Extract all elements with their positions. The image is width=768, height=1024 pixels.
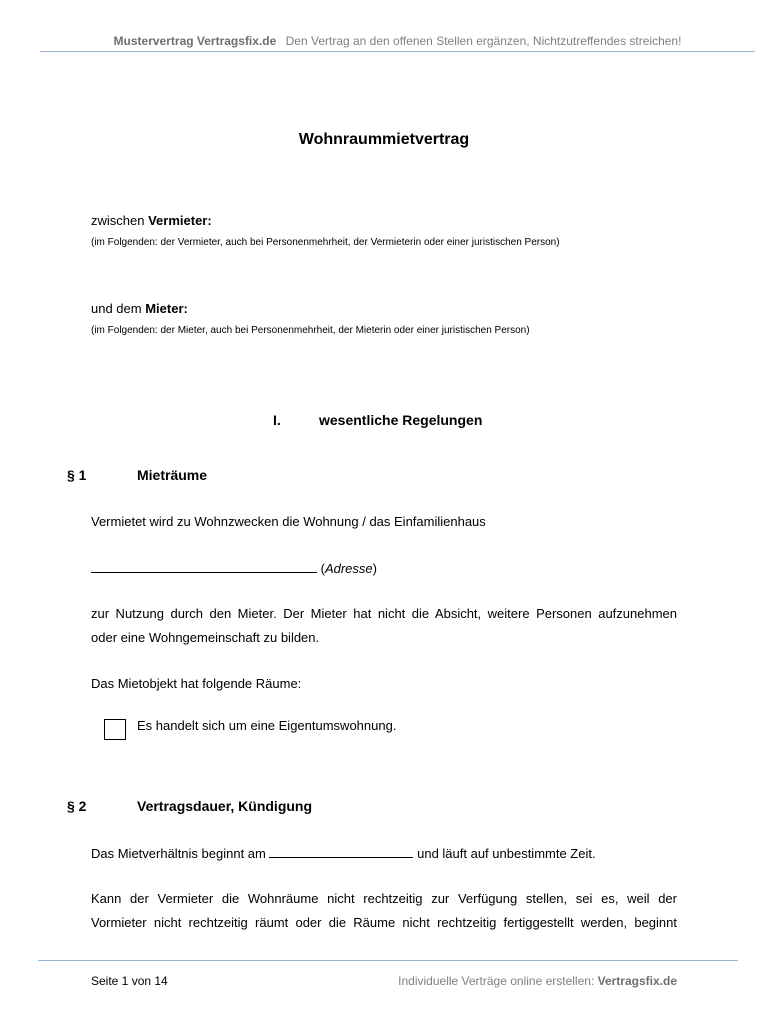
p1-usage-line2: oder eine Wohngemeinschaft zu bilden.: [91, 630, 320, 645]
landlord-note: (im Folgenden: der Vermieter, auch bei Personenmehrheit, der Vermieterin oder einer juristischen Person): [91, 237, 560, 248]
p2-delay-line1: Kann der Vermieter die Wohnräume nicht rechtzeitig zur Verfügung stellen, sei es, weil der: [91, 891, 677, 906]
paragraph-1-number: § 1: [67, 467, 87, 483]
p2-delay-line2: Vormieter nicht rechtzeitig räumt oder die Räume nicht rechtzeitig fertiggestellt werden, beginnt: [91, 915, 677, 930]
start-date-blank[interactable]: [269, 845, 413, 858]
footer-divider: [38, 960, 738, 961]
header-brand: Mustervertrag Vertragsfix.de: [113, 34, 277, 48]
address-hint: Adresse: [324, 561, 373, 576]
p1-usage-line1: zur Nutzung durch den Mieter. Der Mieter hat nicht die Absicht, weitere Personen aufzunehmen: [91, 606, 677, 621]
landlord-prefix: zwischen: [91, 213, 145, 228]
p1-rooms: Das Mietobjekt hat folgende Räume:: [91, 676, 302, 691]
section-title: wesentliche Regelungen: [319, 412, 483, 428]
landlord-line: [91, 213, 212, 228]
section-number: I.: [273, 412, 281, 428]
tenant-note: (im Folgenden: der Mieter, auch bei Personenmehrheit, der Mieterin oder einer juristischen Person): [91, 325, 530, 336]
p1-intro: Vermietet wird zu Wohnzwecken die Wohnung / das Einfamilienhaus: [91, 514, 486, 529]
start-before: Das Mietverhältnis beginnt am: [91, 846, 266, 861]
condo-checkbox[interactable]: [104, 719, 126, 740]
address-blank[interactable]: [91, 560, 317, 573]
tenant-prefix: und dem: [91, 301, 142, 316]
tenant-line: [91, 301, 188, 316]
p2-start-line: [91, 842, 677, 866]
landlord-label: Vermieter:: [148, 213, 212, 228]
footer-brand[interactable]: Vertragsfix.de: [597, 974, 677, 988]
header-note: Den Vertrag an den offenen Stellen ergänzen, Nichtzutreffendes streichen!: [285, 34, 682, 48]
condo-checkbox-label: Es handelt sich um eine Eigentumswohnung.: [137, 718, 397, 733]
paragraph-2-title: Vertragsdauer, Kündigung: [137, 798, 313, 814]
footer-promo: [398, 974, 677, 988]
header-divider: [40, 51, 755, 52]
footer-promo-text: Individuelle Verträge online erstellen:: [398, 974, 595, 988]
page-counter: Seite 1 von 14: [91, 974, 168, 988]
tenant-label: Mieter:: [145, 301, 188, 316]
p1-address-line: (Adresse): [91, 557, 677, 581]
document-title: Wohnraummietvertrag: [298, 131, 470, 148]
paragraph-2-number: § 2: [67, 798, 87, 814]
page-header: [40, 34, 755, 48]
paragraph-1-title: Mieträume: [137, 467, 208, 483]
start-after: und läuft auf unbestimmte Zeit.: [417, 846, 596, 861]
